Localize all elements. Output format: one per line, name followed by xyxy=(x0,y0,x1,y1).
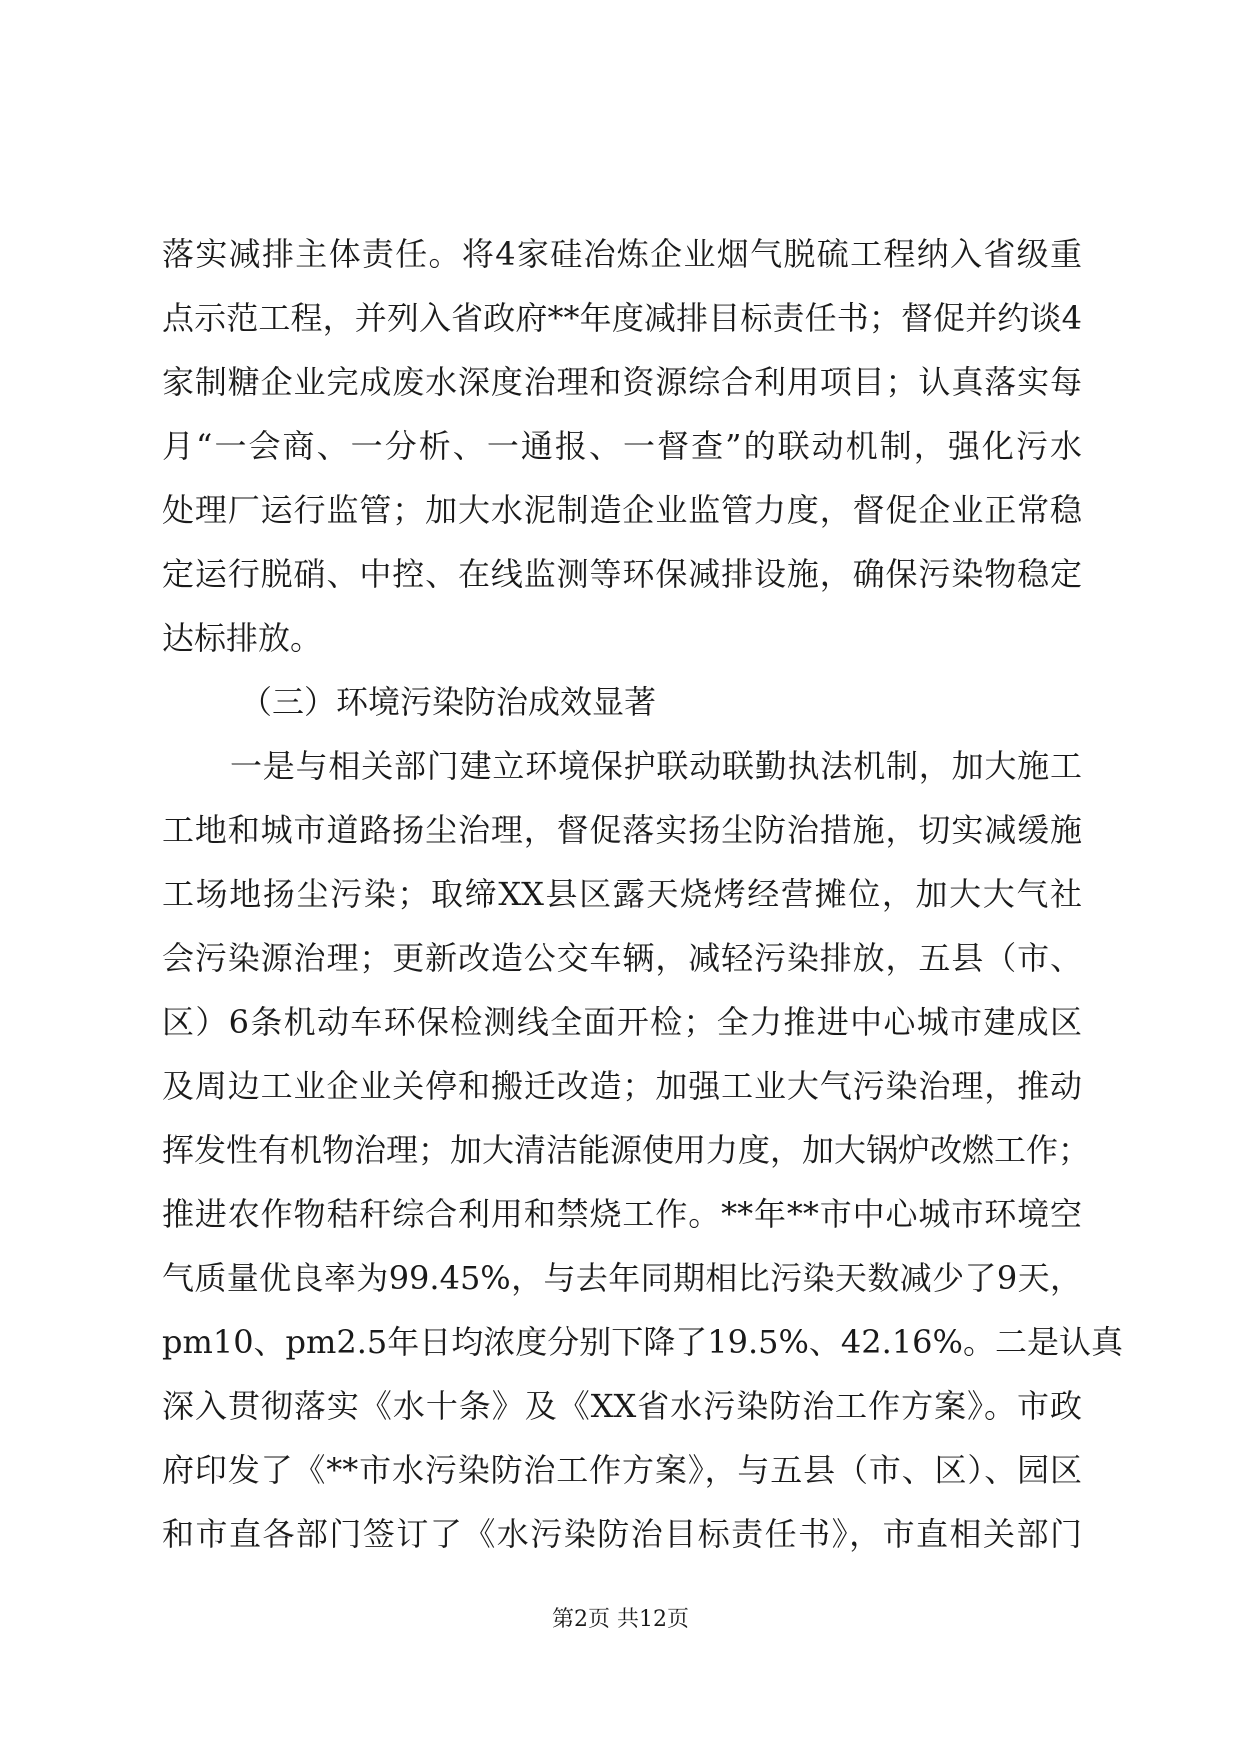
body-line: 落实减排主体责任。将4家硅冶炼企业烟气脱硫工程纳入省级重 xyxy=(162,235,1082,273)
body-line: 区）6条机动车环保检测线全面开检；全力推进中心城市建成区 xyxy=(162,1003,1082,1041)
body-line: 一是与相关部门建立环境保护联动联勤执法机制，加大施工 xyxy=(230,747,1082,785)
body-line: 处理厂运行监管；加大水泥制造企业监管力度，督促企业正常稳 xyxy=(162,491,1082,529)
body-line: 府印发了《**市水污染防治工作方案》，与五县（市、区）、园区 xyxy=(162,1451,1082,1489)
body-line: 工场地扬尘污染；取缔XX县区露天烧烤经营摊位，加大大气社 xyxy=(162,875,1082,913)
body-line: 挥发性有机物治理；加大清洁能源使用力度，加大锅炉改燃工作； xyxy=(162,1131,1091,1169)
body-line: 会污染源治理；更新改造公交车辆，减轻污染排放，五县（市、 xyxy=(162,939,1082,977)
body-line: 和市直各部门签订了《水污染防治目标责任书》，市直相关部门 xyxy=(162,1515,1082,1553)
section-heading: （三）环境污染防治成效显著 xyxy=(240,683,657,721)
document-body xyxy=(162,222,1123,1566)
body-line: 定运行脱硝、中控、在线监测等环保减排设施，确保污染物稳定 xyxy=(162,555,1082,593)
body-line: 推进农作物秸秆综合利用和禁烧工作。**年**市中心城市环境空 xyxy=(162,1195,1082,1233)
body-line: 工地和城市道路扬尘治理，督促落实扬尘防治措施，切实减缓施 xyxy=(162,811,1082,849)
body-line: 气质量优良率为99.45%，与去年同期相比污染天数减少了9天， xyxy=(162,1259,1082,1297)
body-line: 深入贯彻落实《水十条》及《XX省水污染防治工作方案》。市政 xyxy=(162,1387,1082,1425)
body-line: 及周边工业企业关停和搬迁改造；加强工业大气污染治理，推动 xyxy=(162,1067,1082,1105)
body-line: pm10、pm2.5年日均浓度分别下降了19.5%、42.16%。二是认真 xyxy=(162,1323,1123,1361)
body-line: 家制糖企业完成废水深度治理和资源综合利用项目；认真落实每 xyxy=(162,363,1082,401)
body-line: 月“一会商、一分析、一通报、一督查”的联动机制，强化污水 xyxy=(162,427,1082,465)
body-line: 达标排放。 xyxy=(162,619,323,657)
page-number-footer: 第2页 共12页 xyxy=(552,1607,689,1632)
body-line: 点示范工程，并列入省政府**年度减排目标责任书；督促并约谈4 xyxy=(162,299,1082,337)
